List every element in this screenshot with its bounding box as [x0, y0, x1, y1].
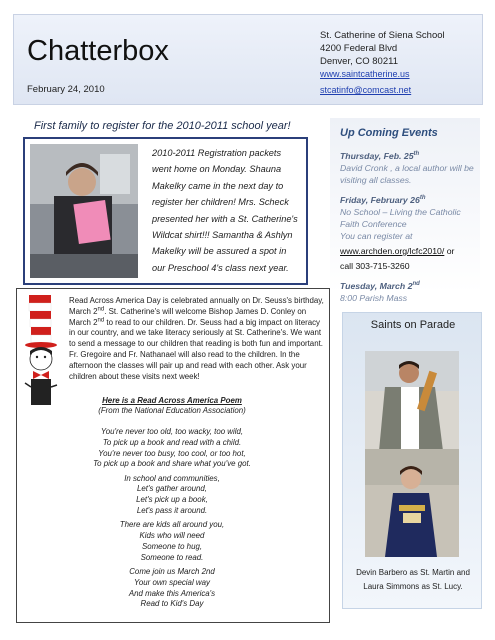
st-martin-photo: [365, 351, 459, 465]
poem-source: (From the National Education Association): [98, 406, 246, 415]
conference-link[interactable]: www.archden.org/lcfc2010/: [340, 246, 445, 256]
event-link-line: www.archden.org/lcfc2010/ or: [340, 246, 455, 256]
event-date: Friday, February 26th: [340, 195, 426, 205]
upcoming-events-sidebar: [330, 118, 480, 303]
poem-stanza: You're never too old, too wacky, too wild, To pick up a book and read with a child. You're never too busy, too cool, or too hot, To pick up a book and share what you've got.: [93, 427, 251, 469]
feature-box: [23, 137, 308, 285]
event-description: 8:00 Parish Mass: [340, 293, 408, 303]
masthead: [13, 14, 483, 105]
saints-title: Saints on Parade: [370, 319, 456, 331]
event-3: [340, 280, 478, 304]
poem: [57, 427, 287, 614]
saints-on-parade-box: [342, 312, 482, 609]
event-register-note: You can register at: [340, 231, 413, 241]
sidebar-title: Up Coming Events: [340, 127, 438, 139]
newsletter-title: Chatterbox: [27, 35, 169, 67]
event-description: David Cronk , a local author will be visiting all classes.: [340, 163, 474, 185]
poem-stanza: Come join us March 2nd Your own special way And make this America's Read to Kid's Day: [128, 567, 216, 609]
poem-stanza: There are kids all around you, Kids who will need Someone to hug, Someone to read.: [119, 520, 225, 562]
cat-in-hat-illustration: [23, 293, 63, 413]
email-link[interactable]: stcatinfo@comcast.net: [320, 85, 412, 95]
read-across-america-box: [16, 288, 330, 623]
event-phone: call 303-715-3260: [340, 261, 410, 271]
feature-headline: First family to register for the 2010-2011 school year!: [34, 120, 291, 132]
event-description: No School – Living the Catholic Faith Conference: [340, 207, 461, 229]
school-name: St. Catherine of Siena School: [320, 30, 445, 41]
saints-caption: Devin Barbero as St. Martin and Laura Simmons as St. Lucy.: [356, 568, 470, 591]
poem-title: Here is a Read Across America Poem: [102, 396, 242, 405]
event-date: Thursday, Feb. 25th: [340, 151, 420, 161]
address-line1: 4200 Federal Blvd: [320, 43, 398, 54]
event-date: Tuesday, March 2nd: [340, 281, 420, 291]
issue-date: February 24, 2010: [27, 84, 105, 95]
website-link[interactable]: www.saintcatherine.us: [320, 69, 410, 79]
school-contact: [320, 29, 445, 97]
registration-photo: [30, 144, 138, 278]
poem-stanza: In school and communities, Let's gather around, Let's pick up a book, Let's pass it around.: [124, 473, 220, 516]
event-2: [340, 194, 478, 272]
event-1: [340, 150, 478, 186]
st-lucy-photo: [365, 449, 459, 557]
address-line2: Denver, CO 80211: [320, 56, 398, 67]
reading-paragraph: Read Across America Day is celebrated annually on Dr. Seuss's birthday, March 2nd. St. Catherine's will welcome Bishop James D. Conley on March 2nd to read to our children. Dr. Seuss had a big impact on literacy in our country, and we take literacy seriously at St. Catherine's. We want to send a message to our children that reading is both fun and important. Fr. Gregoire and Fr. Nathanael will also read to the children. In the afternoon the classes will pair up and read with each other. Ask your children about these visits next week!: [69, 296, 324, 381]
feature-text: 2010-2011 Registration packets went home on Monday. Shauna Makelky came in the next day to register her children! Mrs. Scheck presented her with a St. Catherine's Wildcat shirt!!! Samantha & Ashlyn Makelky will be assured a spot in our Preschool 4's class next year.: [152, 148, 298, 273]
